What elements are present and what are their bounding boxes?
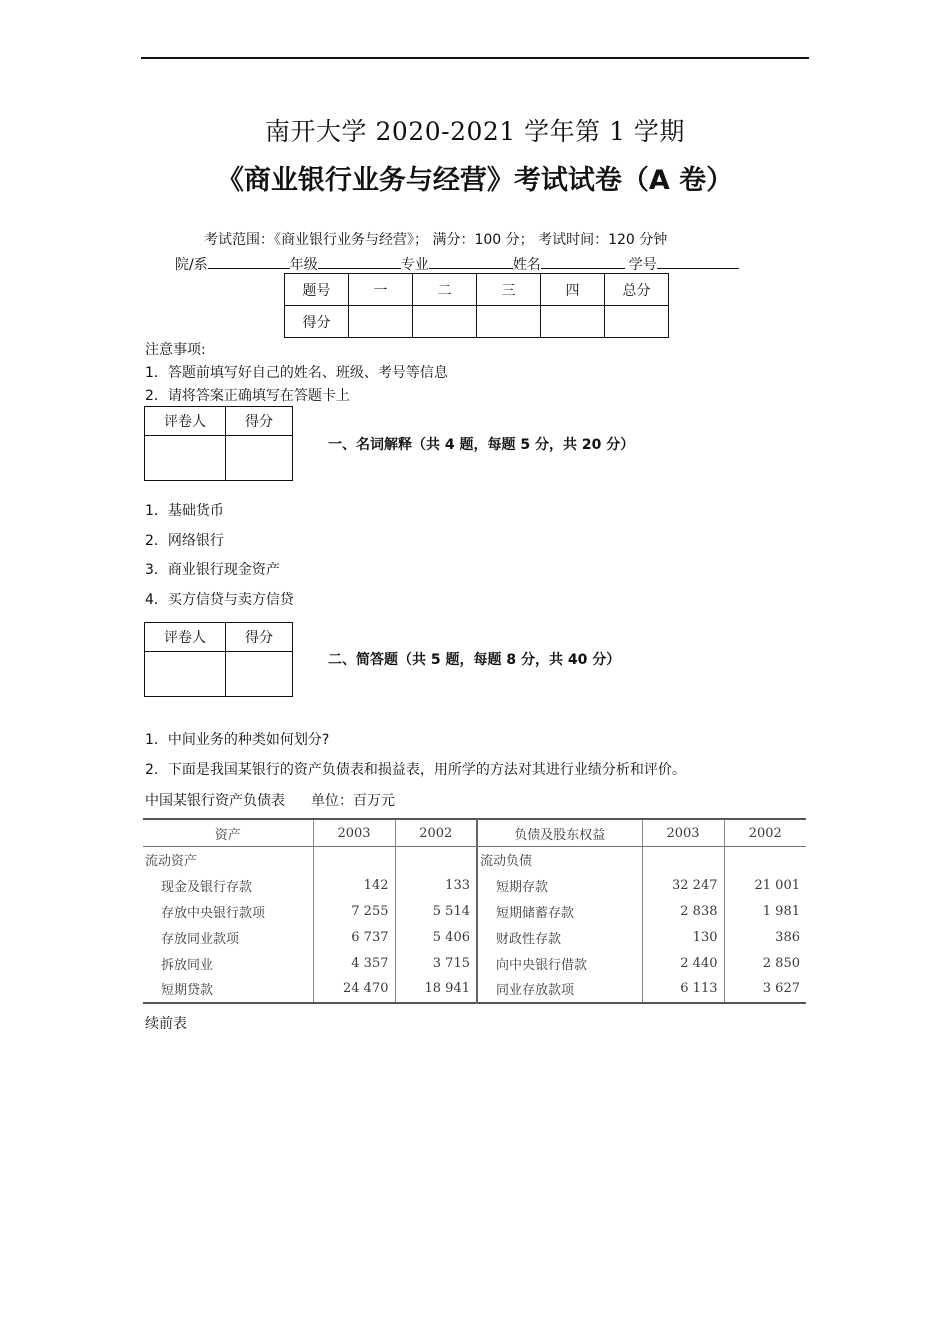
bs-header-cell: 2003 (313, 819, 395, 847)
section2-questions (145, 726, 686, 785)
score-table-header (285, 274, 669, 306)
bs-cell: 7 255 (313, 899, 395, 925)
score-cell[interactable] (349, 306, 413, 338)
bs-cell (395, 847, 477, 873)
score-cell[interactable] (477, 306, 541, 338)
section2-heading: 二、简答题（共 5 题，每题 8 分，共 40 分） (328, 652, 621, 668)
exam-title: 南开大学 2020-2021 学年第 1 学期 (265, 117, 685, 146)
bs-cell: 5 406 (395, 924, 477, 950)
bs-cell: 短期储蓄存款 (477, 899, 642, 925)
bs-cell: 21 001 (724, 873, 806, 899)
bs-cell: 向中央银行借款 (477, 950, 642, 976)
major-field[interactable] (429, 254, 513, 269)
balance-sheet-unit: 单位：百万元 (311, 793, 395, 809)
question-item: 2．网络银行 (145, 532, 224, 549)
student-id-field[interactable] (657, 254, 739, 269)
grader-score-label: 得分 (226, 407, 293, 436)
name-label: 姓名 (512, 257, 541, 273)
bs-header-cell: 资产 (143, 819, 313, 847)
score-cell[interactable] (605, 306, 669, 338)
top-rule (141, 57, 809, 59)
table-row (143, 924, 806, 950)
major-label: 专业 (400, 257, 429, 273)
grade-label: 年级 (289, 257, 318, 273)
bs-cell: 386 (724, 924, 806, 950)
table-row (143, 950, 806, 976)
bs-cell: 133 (395, 873, 477, 899)
table-row (143, 847, 806, 873)
bs-cell: 5 514 (395, 899, 477, 925)
bs-header-cell: 2002 (395, 819, 477, 847)
grader-score-cell[interactable] (226, 652, 293, 697)
name-field[interactable] (541, 254, 625, 269)
department-label: 院/系 (175, 257, 208, 273)
score-cell[interactable] (541, 306, 605, 338)
bs-cell: 短期存款 (477, 873, 642, 899)
exam-subtitle: 《商业银行业务与经营》考试试卷（A 卷） (216, 165, 734, 196)
score-cell[interactable] (413, 306, 477, 338)
question-item: 2．下面是我国某银行的资产负债表和损益表，用所学的方法对其进行业绩分析和评价。 (145, 761, 686, 778)
student-info-line (175, 254, 739, 274)
bs-cell: 142 (313, 873, 395, 899)
bs-cell: 3 715 (395, 950, 477, 976)
student-id-label: 学号 (628, 257, 657, 273)
bs-cell: 32 247 (642, 873, 724, 899)
bs-cell: 2 440 (642, 950, 724, 976)
bs-cell (642, 847, 724, 873)
bs-cell: 流动资产 (145, 854, 198, 870)
bs-cell: 18 941 (395, 976, 477, 1003)
bs-cell: 2 850 (724, 950, 806, 976)
score-header-cell: 题号 (285, 274, 349, 306)
notes-title: 注意事项: (145, 342, 206, 358)
exam-info: 考试范围：《商业银行业务与经营》； 满分：100 分； 考试时间：120 分钟 (204, 232, 668, 248)
score-header-cell: 总分 (605, 274, 669, 306)
score-row-label: 得分 (285, 306, 349, 338)
bs-cell: 流动负债 (477, 847, 642, 873)
bs-cell: 存放中央银行款项 (161, 905, 266, 921)
table-row (143, 873, 806, 899)
grader-cell[interactable] (145, 652, 226, 697)
section1-heading: 一、名词解释（共 4 题，每题 5 分，共 20 分） (328, 437, 635, 453)
score-table (284, 273, 669, 338)
section1-questions (145, 497, 294, 616)
table-row (143, 976, 806, 1003)
score-table-row (285, 306, 669, 338)
table-row (143, 899, 806, 925)
grader-box-2 (144, 622, 293, 697)
grader-cell[interactable] (145, 436, 226, 481)
bs-cell: 3 627 (724, 976, 806, 1003)
grade-field[interactable] (318, 254, 401, 269)
grader-score-cell[interactable] (226, 436, 293, 481)
continued-label: 续前表 (145, 1016, 187, 1032)
question-item: 1．基础货币 (145, 503, 224, 519)
grader-score-label: 得分 (226, 623, 293, 652)
bs-header-cell: 2002 (724, 819, 806, 847)
balance-sheet-table (143, 818, 806, 1004)
bs-cell: 拆放同业 (161, 957, 214, 973)
bs-cell: 130 (642, 924, 724, 950)
bs-cell: 2 838 (642, 899, 724, 925)
bs-cell: 现金及银行存款 (161, 880, 253, 896)
notes (145, 339, 448, 408)
note-item: 2．请将答案正确填写在答题卡上 (145, 388, 350, 404)
bs-header-cell: 2003 (642, 819, 724, 847)
note-item: 1．答题前填写好自己的姓名、班级、考号等信息 (145, 365, 448, 381)
score-header-cell: 四 (541, 274, 605, 306)
balance-sheet-caption (145, 790, 395, 810)
bs-cell: 短期贷款 (161, 983, 214, 999)
bs-header-cell: 负债及股东权益 (477, 819, 642, 847)
grader-label: 评卷人 (145, 623, 226, 652)
bs-cell: 4 357 (313, 950, 395, 976)
question-item: 4．买方信贷与卖方信贷 (145, 592, 294, 609)
balance-sheet-title: 中国某银行资产负债表 (145, 793, 285, 809)
balance-sheet-header (143, 819, 806, 847)
bs-cell (313, 847, 395, 873)
department-field[interactable] (208, 254, 290, 269)
score-header-cell: 二 (413, 274, 477, 306)
question-item: 1．中间业务的种类如何划分? (145, 732, 330, 748)
grader-box-1 (144, 406, 293, 481)
score-header-cell: 三 (477, 274, 541, 306)
bs-cell: 同业存放款项 (477, 976, 642, 1003)
bs-cell: 24 470 (313, 976, 395, 1003)
grader-label: 评卷人 (145, 407, 226, 436)
score-header-cell: 一 (349, 274, 413, 306)
bs-cell: 6 113 (642, 976, 724, 1003)
bs-cell: 1 981 (724, 899, 806, 925)
question-item: 3．商业银行现金资产 (145, 562, 280, 579)
bs-cell: 6 737 (313, 924, 395, 950)
bs-cell (724, 847, 806, 873)
bs-cell: 存放同业款项 (161, 931, 240, 947)
bs-cell: 财政性存款 (477, 924, 642, 950)
